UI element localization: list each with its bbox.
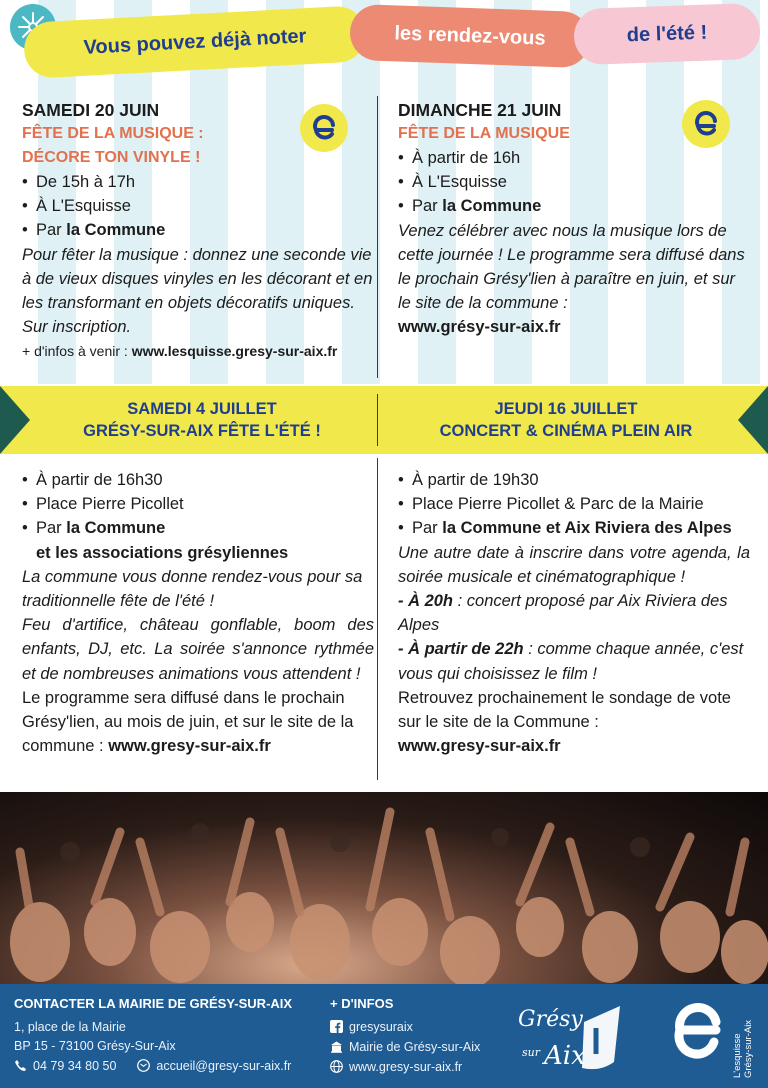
organizer-name: la Commune [66,519,166,538]
header-banner [0,0,768,80]
info-link[interactable]: www.grésy-sur-aix.fr [398,318,561,337]
organizer-prefix: Par [412,197,443,216]
mairie-row [330,1040,480,1054]
band-arrow-right [738,386,768,454]
organizer-name: la Commune [66,221,166,240]
phone-icon [14,1059,27,1072]
info-link[interactable]: www.gresy-sur-aix.fr [398,737,561,756]
website-link[interactable]: www.gresy-sur-aix.fr [349,1060,463,1074]
program-item-1 [398,589,750,637]
esquisse-logo-icon [664,994,732,1062]
program-item-time: - À partir de 22h [398,640,524,659]
organizer-prefix: Par [36,221,67,240]
event-place: • Place Pierre Picollet & Parc de la Mairie [398,492,750,516]
info-text: Le programme sera diffusé dans le prochain Grésy'lien, au mois de juin, et sur le site de la commune : [22,688,354,756]
event-info [22,686,374,759]
event-title: GRÉSY-SUR-AIX FÊTE L'ÉTÉ ! [83,422,321,440]
event-samedi-4-juillet [22,468,374,758]
email-icon [137,1059,150,1072]
info-title: + D'INFOS [330,996,394,1011]
program-item-text: : concert proposé par Aix Riviera des Alpes [398,592,728,635]
july-header-band [0,386,768,454]
event-organizer [22,218,374,242]
event-title: FÊTE DE LA MUSIQUE : [22,125,204,142]
gresy-sur-aix-logo [512,992,632,1078]
event-place: • Place Pierre Picollet [22,492,374,516]
event-info-text: Retrouvez prochainement le sondage de vote sur le site de la Commune : [398,688,731,732]
event-description: La commune vous donne rendez-vous pour sa traditionnelle fête de l'été ! [22,567,363,611]
event-title: CONCERT & CINÉMA PLEIN AIR [439,422,693,440]
logo-text-gresy: Grésy [518,1007,583,1032]
july-event-2-header [390,398,742,442]
column-divider [377,458,378,780]
phone-row [14,1059,291,1073]
email-address[interactable]: accueil@gresy-sur-aix.fr [156,1059,292,1073]
organizer-name-2: et les associations grésyliennes [36,543,289,562]
esquisse-label-1: L'esquisse [732,1033,743,1078]
organizer-name: la Commune [442,197,542,216]
event-time: • De 15h à 17h [22,170,374,194]
info-prefix: + d'infos à venir : [22,343,132,360]
event-time: • À partir de 16h [398,146,750,170]
column-divider [377,96,378,378]
banner-part-2: les rendez-vous [349,4,591,68]
globe-icon [330,1060,343,1073]
program-item-2 [398,637,750,685]
esquisse-label-2: Grésy-sur-Aix [743,1019,754,1078]
facebook-row [330,1020,413,1034]
event-time: • À partir de 16h30 [22,468,374,492]
esquisse-logo-icon [682,100,730,148]
organizer-prefix: Par [36,519,67,538]
organizer-prefix: Par [412,519,443,538]
event-title: FÊTE DE LA MUSIQUE [398,125,570,142]
event-date: JEUDI 16 JUILLET [494,400,638,418]
address-line-1: 1, place de la Mairie [14,1020,126,1034]
event-description: Pour fêter la musique : donnez une seconde vie à de vieux disques vinyles en les décorant et en les transformant en objets décoratifs uniques. Sur inscription. [22,245,373,337]
event-place: • À L'Esquisse [398,170,750,194]
event-date: SAMEDI 4 JUILLET [127,400,277,418]
website-row [330,1060,462,1074]
event-time: • À partir de 19h30 [398,468,750,492]
banner-part-3: de l'été ! [573,3,761,65]
crowd-photo [0,792,768,984]
esquisse-vertical-label [732,998,766,1078]
banner-part-1: Vous pouvez déjà noter [23,5,367,79]
footer [0,984,768,1088]
event-date: SAMEDI 20 JUIN [22,100,160,120]
facebook-handle[interactable]: gresysuraix [349,1020,413,1034]
info-link[interactable]: www.lesquisse.gresy-sur-aix.fr [131,343,338,360]
program-item-text: : comme chaque année, c'est vous qui choisissez le film ! [398,640,744,683]
event-organizer [22,516,374,540]
program-item-time: - À 20h [398,592,454,611]
band-divider [377,394,378,446]
town-hall-icon [330,1040,343,1053]
july-event-1-header [26,398,378,442]
event-date: DIMANCHE 21 JUIN [398,100,562,120]
phone-number[interactable]: 04 79 34 80 50 [33,1059,117,1073]
organizer-name: la Commune et Aix Riviera des Alpes [442,519,732,538]
event-organizer [398,194,750,218]
info-link[interactable]: www.gresy-sur-aix.fr [108,737,271,756]
esquisse-logo-icon [300,104,348,152]
event-title: DÉCORE TON VINYLE ! [22,149,201,166]
event-description-2: Feu d'artifice, château gonflable, boom des enfants, DJ, etc. La soirée s'annonce rythmée et de nombreuses animations vous attendent ! [22,616,374,683]
event-info [22,339,374,363]
event-jeudi-16-juillet [398,468,750,758]
mairie-name: Mairie de Grésy-sur-Aix [349,1040,481,1054]
event-description: Venez célébrer avec nous la musique lors de cette journée ! Le programme sera diffusé dans le prochain Grésy'lien à paraître en juin, et sur le site de la commune : [398,221,745,313]
logo-text-sur: sur [522,1046,540,1059]
event-description: Une autre date à inscrire dans votre agenda, la soirée musicale et cinématographique ! [398,543,750,586]
address-line-2: BP 15 - 73100 Grésy-Sur-Aix [14,1039,176,1053]
crowd-illustration [0,792,768,984]
facebook-icon [330,1020,343,1033]
logo-text-aix: Aix [544,1041,586,1071]
event-organizer [398,516,750,540]
event-place: • À L'Esquisse [22,194,374,218]
contact-title: CONTACTER LA MAIRIE DE GRÉSY-SUR-AIX [14,996,293,1011]
